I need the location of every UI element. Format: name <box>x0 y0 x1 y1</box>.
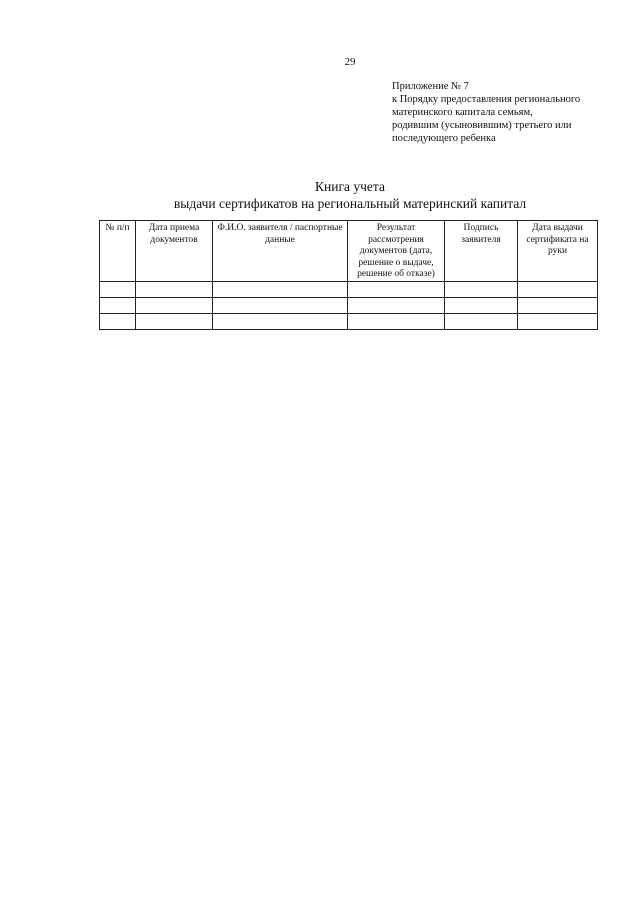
table-row <box>100 314 598 330</box>
header-row-number: № п/п <box>100 221 136 282</box>
appendix-line: Приложение № 7 <box>392 81 469 92</box>
table-cell <box>445 298 518 314</box>
register-table <box>99 220 598 330</box>
appendix-line: последующего ребенка <box>392 133 496 144</box>
header-issue-date: Дата выдачи сертификата на руки <box>518 221 598 282</box>
table-row <box>100 282 598 298</box>
table-cell <box>518 314 598 330</box>
appendix-line: родившим (усыновившим) третьего или <box>392 120 572 131</box>
table-cell <box>518 298 598 314</box>
header-receipt-date: Дата приема документов <box>136 221 213 282</box>
document-title <box>0 178 640 212</box>
table-row <box>100 298 598 314</box>
table-cell <box>445 314 518 330</box>
table-cell <box>348 298 445 314</box>
table-cell <box>348 314 445 330</box>
table-cell <box>100 298 136 314</box>
table-cell <box>100 282 136 298</box>
table-cell <box>213 282 348 298</box>
table-header-row <box>100 221 598 282</box>
table-cell <box>213 314 348 330</box>
header-applicant-name: Ф.И.О. заявителя / паспортные данные <box>213 221 348 282</box>
table-cell <box>100 314 136 330</box>
title-line-2: выдачи сертификатов на региональный материнский капитал <box>173 196 527 211</box>
table-cell <box>136 282 213 298</box>
table-cell <box>136 298 213 314</box>
table-cell <box>518 282 598 298</box>
appendix-line: к Порядку предоставления регионального <box>392 94 581 105</box>
page-number: 29 <box>344 56 356 68</box>
title-line-1: Книга учета <box>315 179 385 194</box>
header-applicant-signature: Подпись заявителя <box>445 221 518 282</box>
table-cell <box>445 282 518 298</box>
appendix-line: материнского капитала семьям, <box>392 107 533 118</box>
table-cell <box>348 282 445 298</box>
table-cell <box>213 298 348 314</box>
header-review-result: Результат рассмотрения документов (дата, решение о выдаче, решение об отказе) <box>348 221 445 282</box>
table-cell <box>136 314 213 330</box>
appendix-note <box>392 80 632 145</box>
